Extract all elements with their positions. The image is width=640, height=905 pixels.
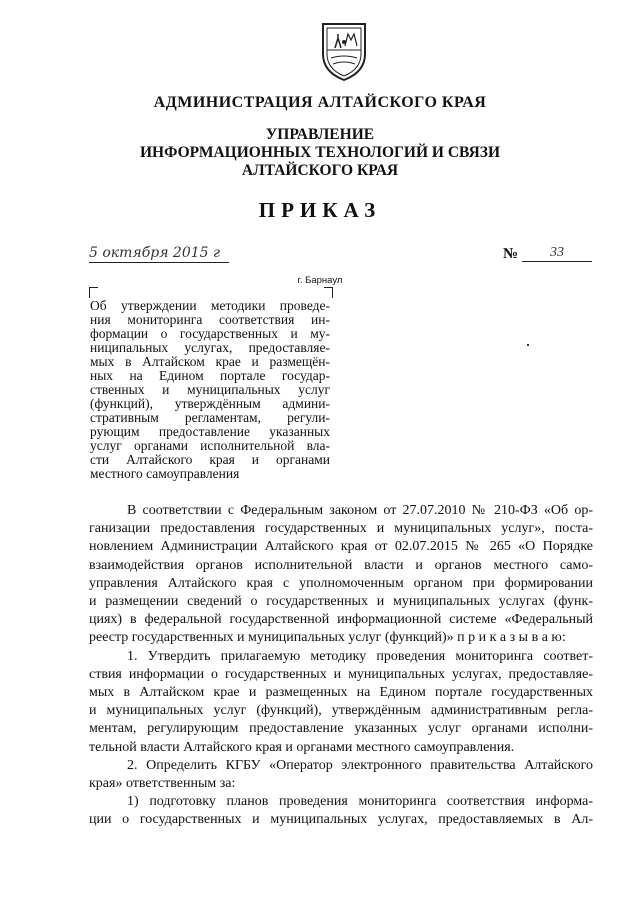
body-line: ментам, регулирующим предоставление указанных услуг органами исполни- [89,721,593,737]
body-line: В соответствии с Федеральным законом от 27.07.2010 № 210-ФЗ «Об ор- [127,503,593,518]
body-line: ции о государственных и муниципальных услугах, предоставляемых в Ал- [89,812,593,828]
body-line: края» ответственным за: [89,776,236,792]
coat-of-arms-icon [317,20,371,82]
body-line: 1) подготовку планов проведения мониторинга соответствия информа- [127,794,593,810]
subject-line: ниципальных услугах, предоставляе- [90,340,330,355]
body-line: управления Алтайского края с уполномоченным органом при формировании [89,575,593,591]
department-title [0,126,640,180]
city: г. Барнаул [297,275,343,286]
subject-bracket-left [89,287,98,298]
department-line: ИНФОРМАЦИОННЫХ ТЕХНОЛОГИЙ И СВЯЗИ [139,144,501,161]
subject-line: Об утверждении методики проведе- [90,298,330,313]
subject-line: ственных и муниципальных услуг [90,382,330,397]
body-line: и муниципальных услуг (функций), утверждённым административным регла- [89,703,593,719]
body-line: тельной власти Алтайского края и органами местного самоуправления. [89,739,515,755]
body-line: 2. Определить КГБУ «Оператор электронного правительства Алтайского [127,757,593,773]
body-line: ганизации предоставления государственных и муниципальных услуг», поста- [89,521,593,537]
order-date: 5 октября 2015 г [89,245,229,263]
subject-line: мых в Алтайском крае и размещён- [90,354,330,369]
order-body [89,502,593,830]
body-paragraph [89,757,593,793]
department-line: УПРАВЛЕНИЕ [265,126,375,143]
subject-line: формации о государственных и му- [90,326,330,341]
body-line: циях) в федеральной государственной информационной системе «Федеральный [89,612,593,628]
subject-line: местного самоуправления [90,466,240,481]
subject-line: ных на Едином портале государ- [90,368,330,383]
order-subject [90,299,330,481]
document-type: ПРИКАЗ [258,198,382,222]
administration-title: АДМИНИСТРАЦИЯ АЛТАЙСКОГО КРАЯ [153,94,487,111]
body-line: 1. Утвердить прилагаемую методику проведения мониторинга соответ- [127,648,593,664]
body-line: ствия информации о государственных и муниципальных услугах, предоставляе- [89,666,593,682]
body-line: мых в Алтайском крае и размещенных на Едином портале государственных [89,685,593,701]
subject-line: сти Алтайского края и органами [90,452,330,467]
body-line: взаимодействия органов исполнительной власти и органов местного само- [89,557,593,573]
subject-line: рующим предоставление указанных [90,424,330,439]
subject-bracket-right [324,287,333,298]
subject-line: ния мониторинга соответствия ин- [90,312,330,327]
body-paragraph [89,793,593,829]
body-line: и размещении сведений о государственных и муниципальных услугах (функ- [89,594,593,610]
body-line: реестр государственных и муниципальных услуг (функций)» п р и к а з ы в а ю: [89,630,566,646]
body-paragraph [89,502,593,648]
body-line: новлением Администрации Алтайского края от 02.07.2015 № 265 «О Порядке [89,539,593,555]
subject-line: (функций), утверждённым админи- [90,396,330,411]
subject-line: услуг органами исполнительной вла- [90,438,330,453]
order-number: 33 [522,245,592,262]
body-paragraph [89,648,593,757]
subject-line: стративным регламентам, регули- [90,410,330,425]
department-line: АЛТАЙСКОГО КРАЯ [241,162,399,179]
order-number-label: № [503,246,519,262]
scan-artifact-dot [527,344,529,346]
